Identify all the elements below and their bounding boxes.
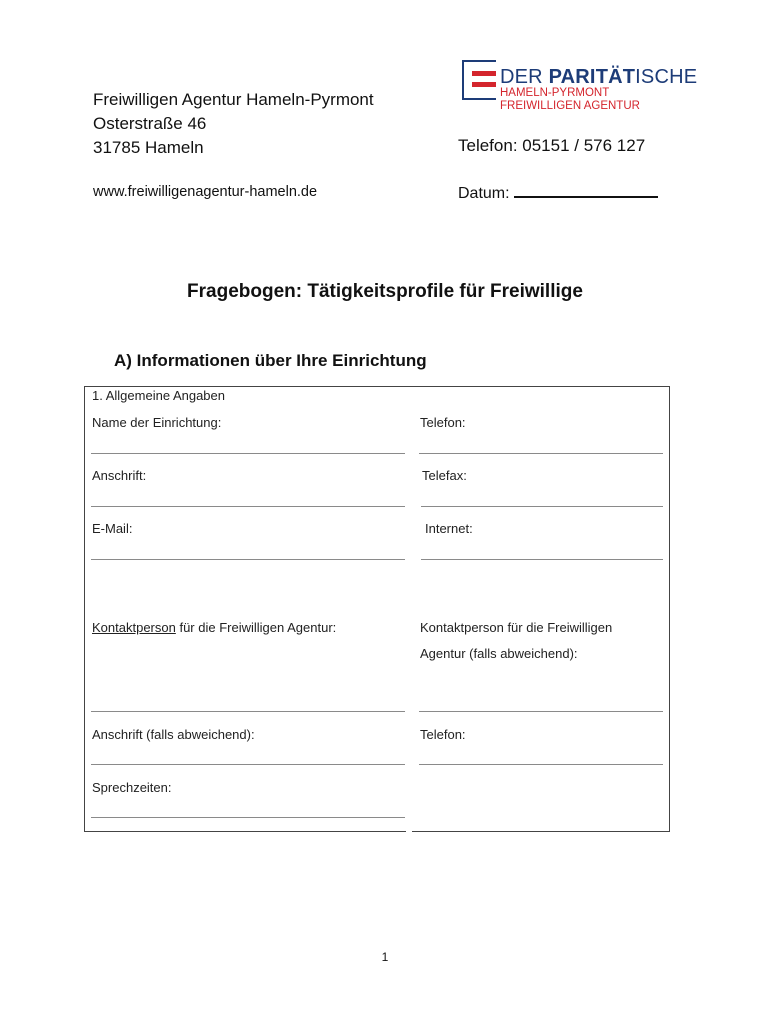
logo-main-text	[500, 66, 697, 89]
institution-name-label: Name der Einrichtung:	[92, 415, 222, 430]
logo-subtitle-agency: FREIWILLIGEN AGENTUR	[500, 100, 640, 112]
alt-phone-field[interactable]	[419, 764, 663, 765]
logo-main-prefix: DER	[500, 66, 549, 88]
phone-label: Telefon:	[420, 415, 466, 430]
email-label: E-Mail:	[92, 521, 133, 536]
logo-stripe-icon	[472, 71, 496, 76]
logo-main-suffix: ISCHE	[635, 66, 698, 88]
alt-address-field[interactable]	[91, 764, 405, 765]
document-title: Fragebogen: Tätigkeitsprofile für Freiwillige	[187, 281, 583, 302]
contact-person-label-rest: für die Freiwilligen Agentur:	[175, 620, 337, 635]
logo-frame-icon	[462, 60, 496, 100]
contact-person-field[interactable]	[91, 711, 405, 712]
logo-main-bold: PARITÄT	[548, 66, 636, 88]
alt-contact-label-line1: Kontaktperson für die Freiwilligen	[420, 620, 613, 635]
alt-phone-label: Telefon:	[420, 727, 466, 742]
page-number: 1	[381, 950, 389, 964]
section-heading: A) Informationen über Ihre Einrichtung	[114, 351, 427, 370]
website-link[interactable]: www.freiwilligenagentur-hameln.de	[93, 184, 318, 200]
alt-contact-label-line2: Agentur (falls abweichend):	[420, 646, 578, 661]
frame-gap	[406, 830, 412, 833]
fax-field[interactable]	[421, 506, 663, 507]
office-hours-field[interactable]	[91, 817, 405, 818]
address-label: Anschrift:	[92, 468, 147, 483]
phone-field[interactable]	[419, 453, 663, 454]
org-street: Osterstraße 46	[93, 114, 207, 133]
office-hours-label: Sprechzeiten:	[92, 780, 172, 795]
address-field[interactable]	[91, 506, 405, 507]
subsection-heading: 1. Allgemeine Angaben	[92, 388, 225, 403]
institution-name-field[interactable]	[91, 453, 405, 454]
alt-contact-field[interactable]	[419, 711, 663, 712]
org-name: Freiwilligen Agentur Hameln-Pyrmont	[93, 90, 374, 109]
alt-address-label: Anschrift (falls abweichend):	[92, 727, 255, 742]
org-city: 31785 Hameln	[93, 138, 204, 157]
internet-field[interactable]	[421, 559, 663, 560]
contact-person-underlined: Kontaktperson	[92, 620, 176, 635]
date-label: Datum:	[458, 185, 510, 202]
logo-subtitle-region: HAMELN-PYRMONT	[500, 87, 610, 99]
contact-person-label	[92, 620, 336, 635]
fax-label: Telefax:	[422, 468, 467, 483]
internet-label: Internet:	[425, 521, 473, 536]
date-input-line[interactable]	[514, 182, 658, 198]
paritaetische-logo	[462, 60, 698, 116]
logo-stripe-icon	[472, 82, 496, 87]
header-phone: Telefon: 05151 / 576 127	[458, 136, 646, 155]
date-field[interactable]	[458, 182, 658, 203]
email-field[interactable]	[91, 559, 405, 560]
